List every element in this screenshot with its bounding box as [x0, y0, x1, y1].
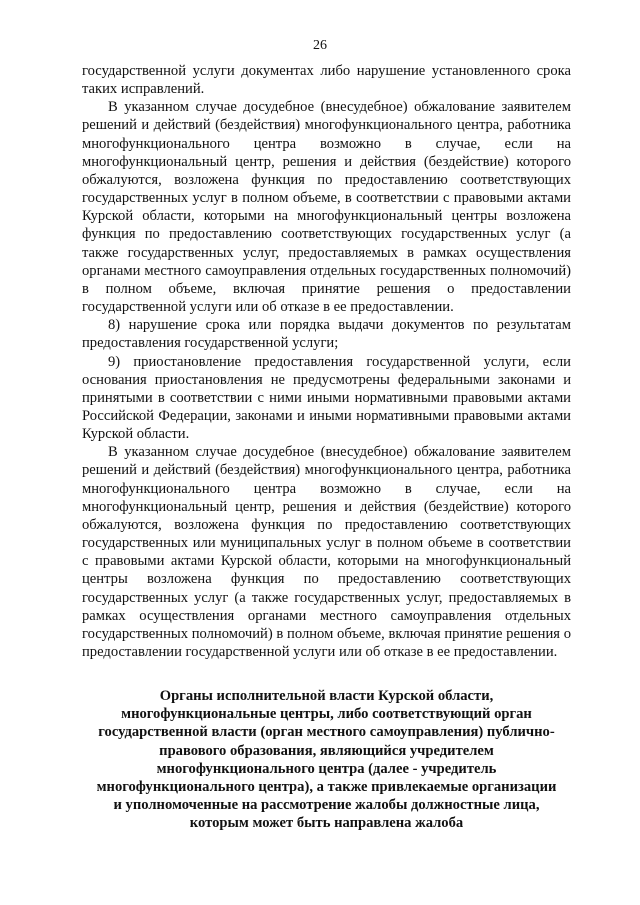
paragraph-continuation: государственной услуги документах либо нарушение установленного срока таких исправлений. [82, 63, 571, 98]
paragraph-appeal-case-2: В указанном случае досудебное (внесудебное) обжалование заявителем решений и действий (бездействия) многофункционального центра, работника многофункционального центра возможно в случае, если на многофункциональный центр, решения и действия (бездействие) которого обжалуются, возложена функция по предоставлению соответствующих государственных или муниципальных услуг в полном объеме в соответствии с правовыми актами Курской области, которыми на многофункциональный центры возложена функция по предоставлению соответствующих государственных услуг (а также государственных услуг, предоставляемых в рамках осуществления органами местного самоуправления отдельных государственных полномочий) в полном объеме, включая принятие решения о предоставлении государственной услуги или об отказе в ее предоставлении. [82, 444, 571, 660]
heading-line: правового образования, являющийся учредителем [159, 742, 494, 759]
heading-line: и уполномоченные на рассмотрение жалобы должностные лица, [113, 797, 540, 814]
paragraph-appeal-case-1: В указанном случае досудебное (внесудебное) обжалование заявителем решений и действий (бездействия) многофункционального центра, работника многофункционального центра возможно в случае, если на многофункциональный центр, решения и действия (бездействие) которого обжалуются, возложена функция по предоставлению соответствующих государственных услуг в полном объеме, в соответствии с правовыми актами Курской области, которыми на многофункциональный центры возложена функция по предоставлению соответствующих государственных услуг (а также государственных услуг, предоставляемых в рамках осуществления органами местного самоуправления отдельных государственных полномочий) в полном объеме, включая принятие решения о предоставлении государственной услуги или об отказе в ее предоставлении. [82, 99, 571, 316]
section-heading [82, 687, 571, 833]
paragraph-item-8: 8) нарушение срока или порядка выдачи документов по результатам предоставления государственной услуги; [82, 317, 571, 352]
paragraph-item-9: 9) приостановление предоставления государственной услуги, если основания приостановления не предусмотрены федеральными законами и принятыми в соответствии с ними иными нормативными правовыми актами Российской Федерации, законами и иными нормативными правовыми актами Курской области. [82, 353, 571, 443]
document-body [82, 62, 571, 661]
heading-line: Органы исполнительной власти Курской области, [159, 688, 494, 704]
heading-line: многофункциональные центры, либо соответствующий орган [121, 706, 532, 723]
heading-line: многофункционального центра), а также привлекаемые организации [96, 779, 557, 796]
heading-line: которым может быть направлена жалоба [189, 815, 464, 832]
heading-line: многофункционального центра (далее - учредитель [156, 760, 497, 777]
heading-line: государственной власти (орган местного самоуправления) публично- [98, 724, 555, 741]
page-number: 26 [313, 38, 327, 53]
